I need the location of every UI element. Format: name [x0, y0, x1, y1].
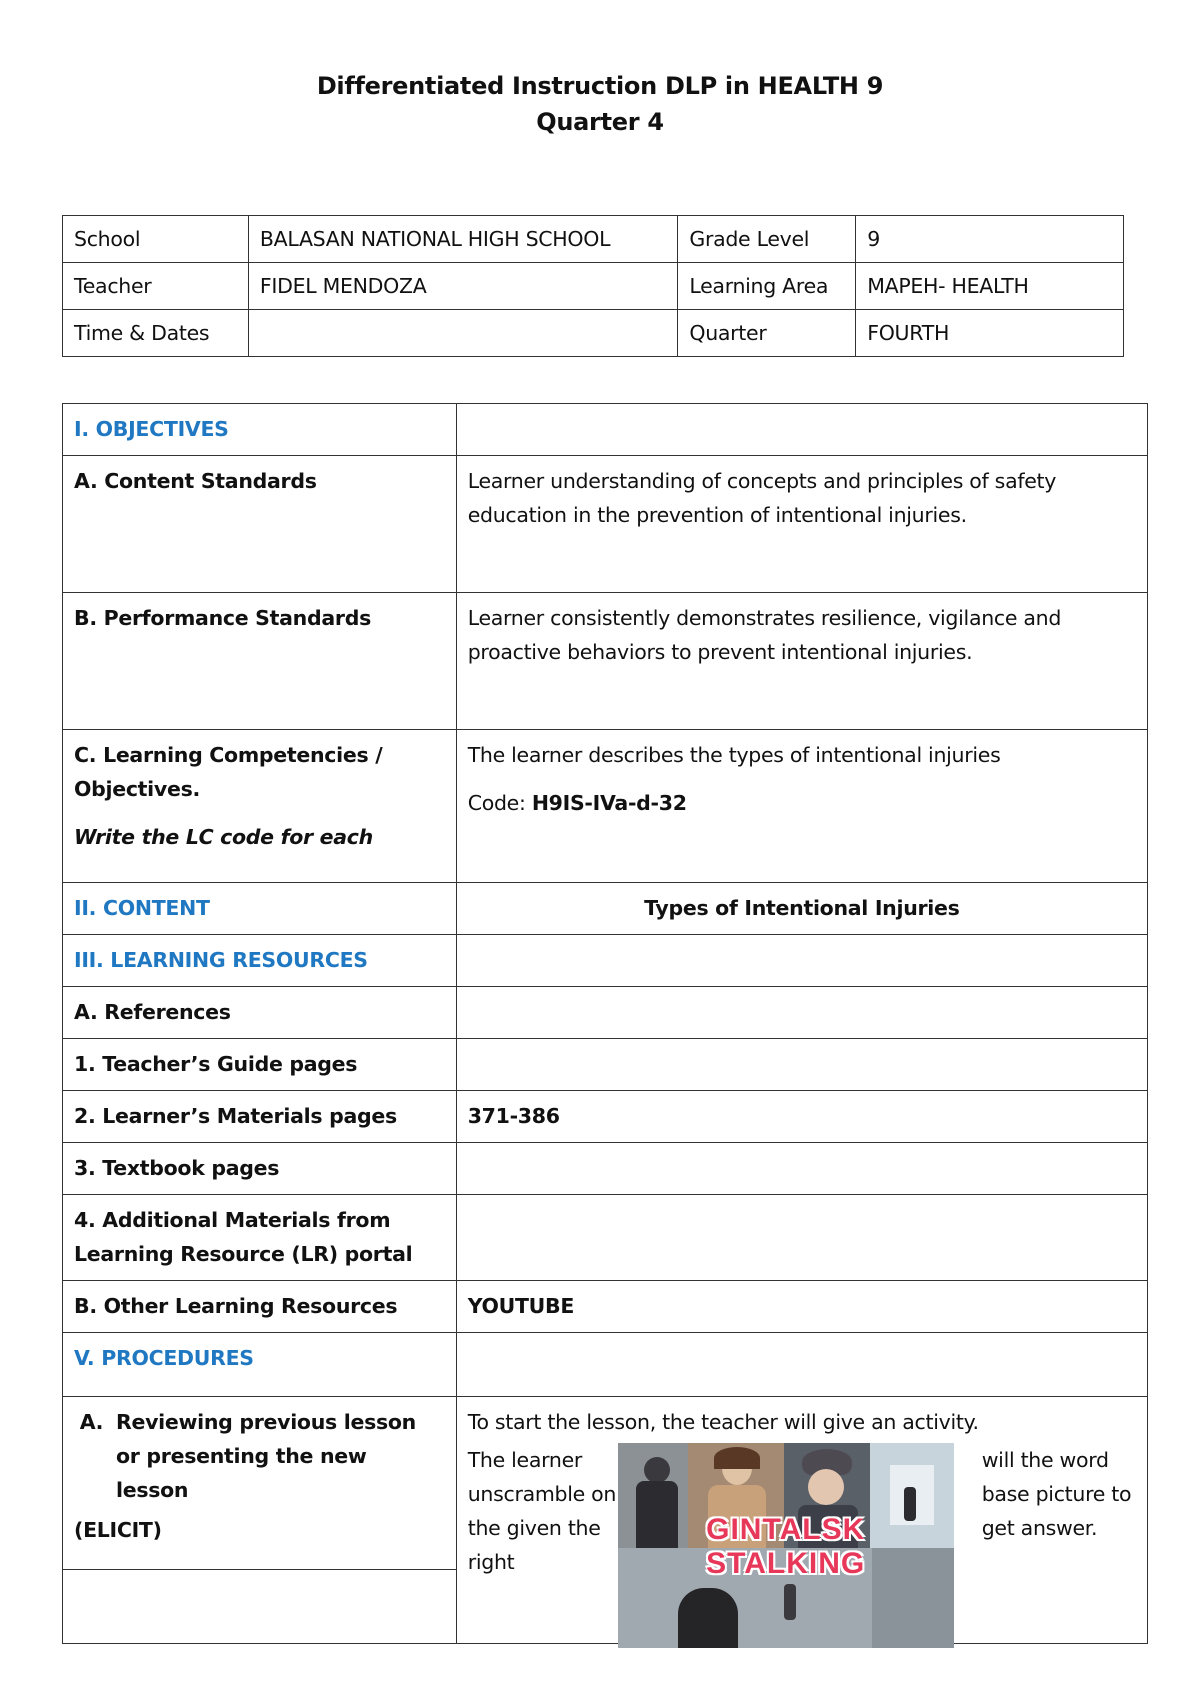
review-list: [74, 1405, 445, 1507]
lesson-plan-table: [62, 403, 1148, 1644]
header-table: [62, 215, 1124, 357]
time-dates-value: [248, 310, 678, 357]
content-standards-label: A. Content Standards: [63, 456, 457, 593]
review-label-block: [63, 1397, 456, 1569]
procedures-value: [456, 1333, 1147, 1397]
references-row: [63, 987, 1148, 1039]
review-value-cell: [456, 1397, 1147, 1644]
code-label: Code:: [467, 791, 526, 815]
other-resources-row: [63, 1281, 1148, 1333]
objectives-row: [63, 404, 1148, 456]
textbook-row: [63, 1143, 1148, 1195]
header-row-school: [63, 216, 1124, 263]
content-value: Types of Intentional Injuries: [456, 883, 1147, 935]
objectives-heading: I. OBJECTIVES: [63, 404, 457, 456]
learners-materials-value: 371-386: [456, 1091, 1147, 1143]
review-tag: (ELICIT): [74, 1518, 162, 1542]
document-title: Differentiated Instruction DLP in HEALTH 9: [316, 72, 884, 100]
content-standards-row: [63, 456, 1148, 593]
references-label: A. References: [63, 987, 457, 1039]
textbook-label: 3. Textbook pages: [63, 1143, 457, 1195]
review-intro: To start the lesson, the teacher will give an activity.: [467, 1410, 979, 1434]
learners-materials-label: 2. Learner’s Materials pages: [63, 1091, 457, 1143]
school-label: School: [63, 216, 249, 263]
time-dates-label: Time & Dates: [63, 310, 249, 357]
procedures-row: [63, 1333, 1148, 1397]
quarter-value: FOURTH: [856, 310, 1124, 357]
activity-row: [468, 1443, 1136, 1643]
review-empty-block: [63, 1569, 456, 1636]
code-value: H9IS-IVa-d-32: [531, 791, 687, 815]
competencies-note: Write the LC code for each: [74, 825, 373, 849]
teachers-guide-value: [456, 1039, 1147, 1091]
teachers-guide-label: 1. Teacher’s Guide pages: [63, 1039, 457, 1091]
competencies-value: The learner describes the types of intentional injuries: [467, 743, 1001, 767]
competencies-row: [63, 730, 1148, 883]
document-subtitle: Quarter 4: [536, 108, 664, 136]
content-standards-value: Learner understanding of concepts and principles of safety education in the prevention of intentional injuries.: [456, 456, 1147, 593]
scrambled-word: GINTALSK: [706, 1513, 866, 1546]
review-label-cell: [63, 1397, 457, 1644]
header-row-teacher: [63, 263, 1124, 310]
other-resources-value: YOUTUBE: [456, 1281, 1147, 1333]
teacher-label: Teacher: [63, 263, 249, 310]
learning-resources-value: [456, 935, 1147, 987]
textbook-value: [456, 1143, 1147, 1195]
header-row-time: [63, 310, 1124, 357]
school-value: BALASAN NATIONAL HIGH SCHOOL: [248, 216, 678, 263]
learning-area-value: MAPEH- HEALTH: [856, 263, 1124, 310]
activity-text-right: will the word base picture to get answer.: [981, 1448, 1132, 1540]
content-row: [63, 883, 1148, 935]
teacher-value: FIDEL MENDOZA: [248, 263, 678, 310]
learners-materials-row: [63, 1091, 1148, 1143]
stalking-collage-image: [618, 1443, 954, 1648]
performance-standards-label: B. Performance Standards: [63, 593, 457, 730]
additional-materials-value: [456, 1195, 1147, 1281]
content-heading: II. CONTENT: [63, 883, 457, 935]
lc-code: [468, 786, 1136, 820]
review-label: A. Reviewing previous lesson or presenting the new lesson: [110, 1405, 445, 1507]
quarter-label: Quarter: [678, 310, 856, 357]
grade-level-value: 9: [856, 216, 1124, 263]
competencies-value-cell: [456, 730, 1147, 883]
competencies-cell: [63, 730, 457, 883]
competencies-label: C. Learning Competencies / Objectives.: [74, 743, 383, 801]
teachers-guide-row: [63, 1039, 1148, 1091]
activity-text-left: The learner unscramble on the given the right: [467, 1448, 617, 1574]
procedures-heading: V. PROCEDURES: [63, 1333, 457, 1397]
learning-area-label: Learning Area: [678, 263, 856, 310]
learning-resources-row: [63, 935, 1148, 987]
grade-level-label: Grade Level: [678, 216, 856, 263]
references-value: [456, 987, 1147, 1039]
objectives-value: [456, 404, 1147, 456]
performance-standards-row: [63, 593, 1148, 730]
additional-materials-label: 4. Additional Materials from Learning Resource (LR) portal: [63, 1195, 457, 1281]
additional-materials-row: [63, 1195, 1148, 1281]
answer-word: STALKING: [706, 1547, 866, 1580]
review-row: [63, 1397, 1148, 1644]
performance-standards-value: Learner consistently demonstrates resilience, vigilance and proactive behaviors to prevent intentional injuries.: [456, 593, 1147, 730]
other-resources-label: B. Other Learning Resources: [63, 1281, 457, 1333]
learning-resources-heading: III. LEARNING RESOURCES: [63, 935, 457, 987]
